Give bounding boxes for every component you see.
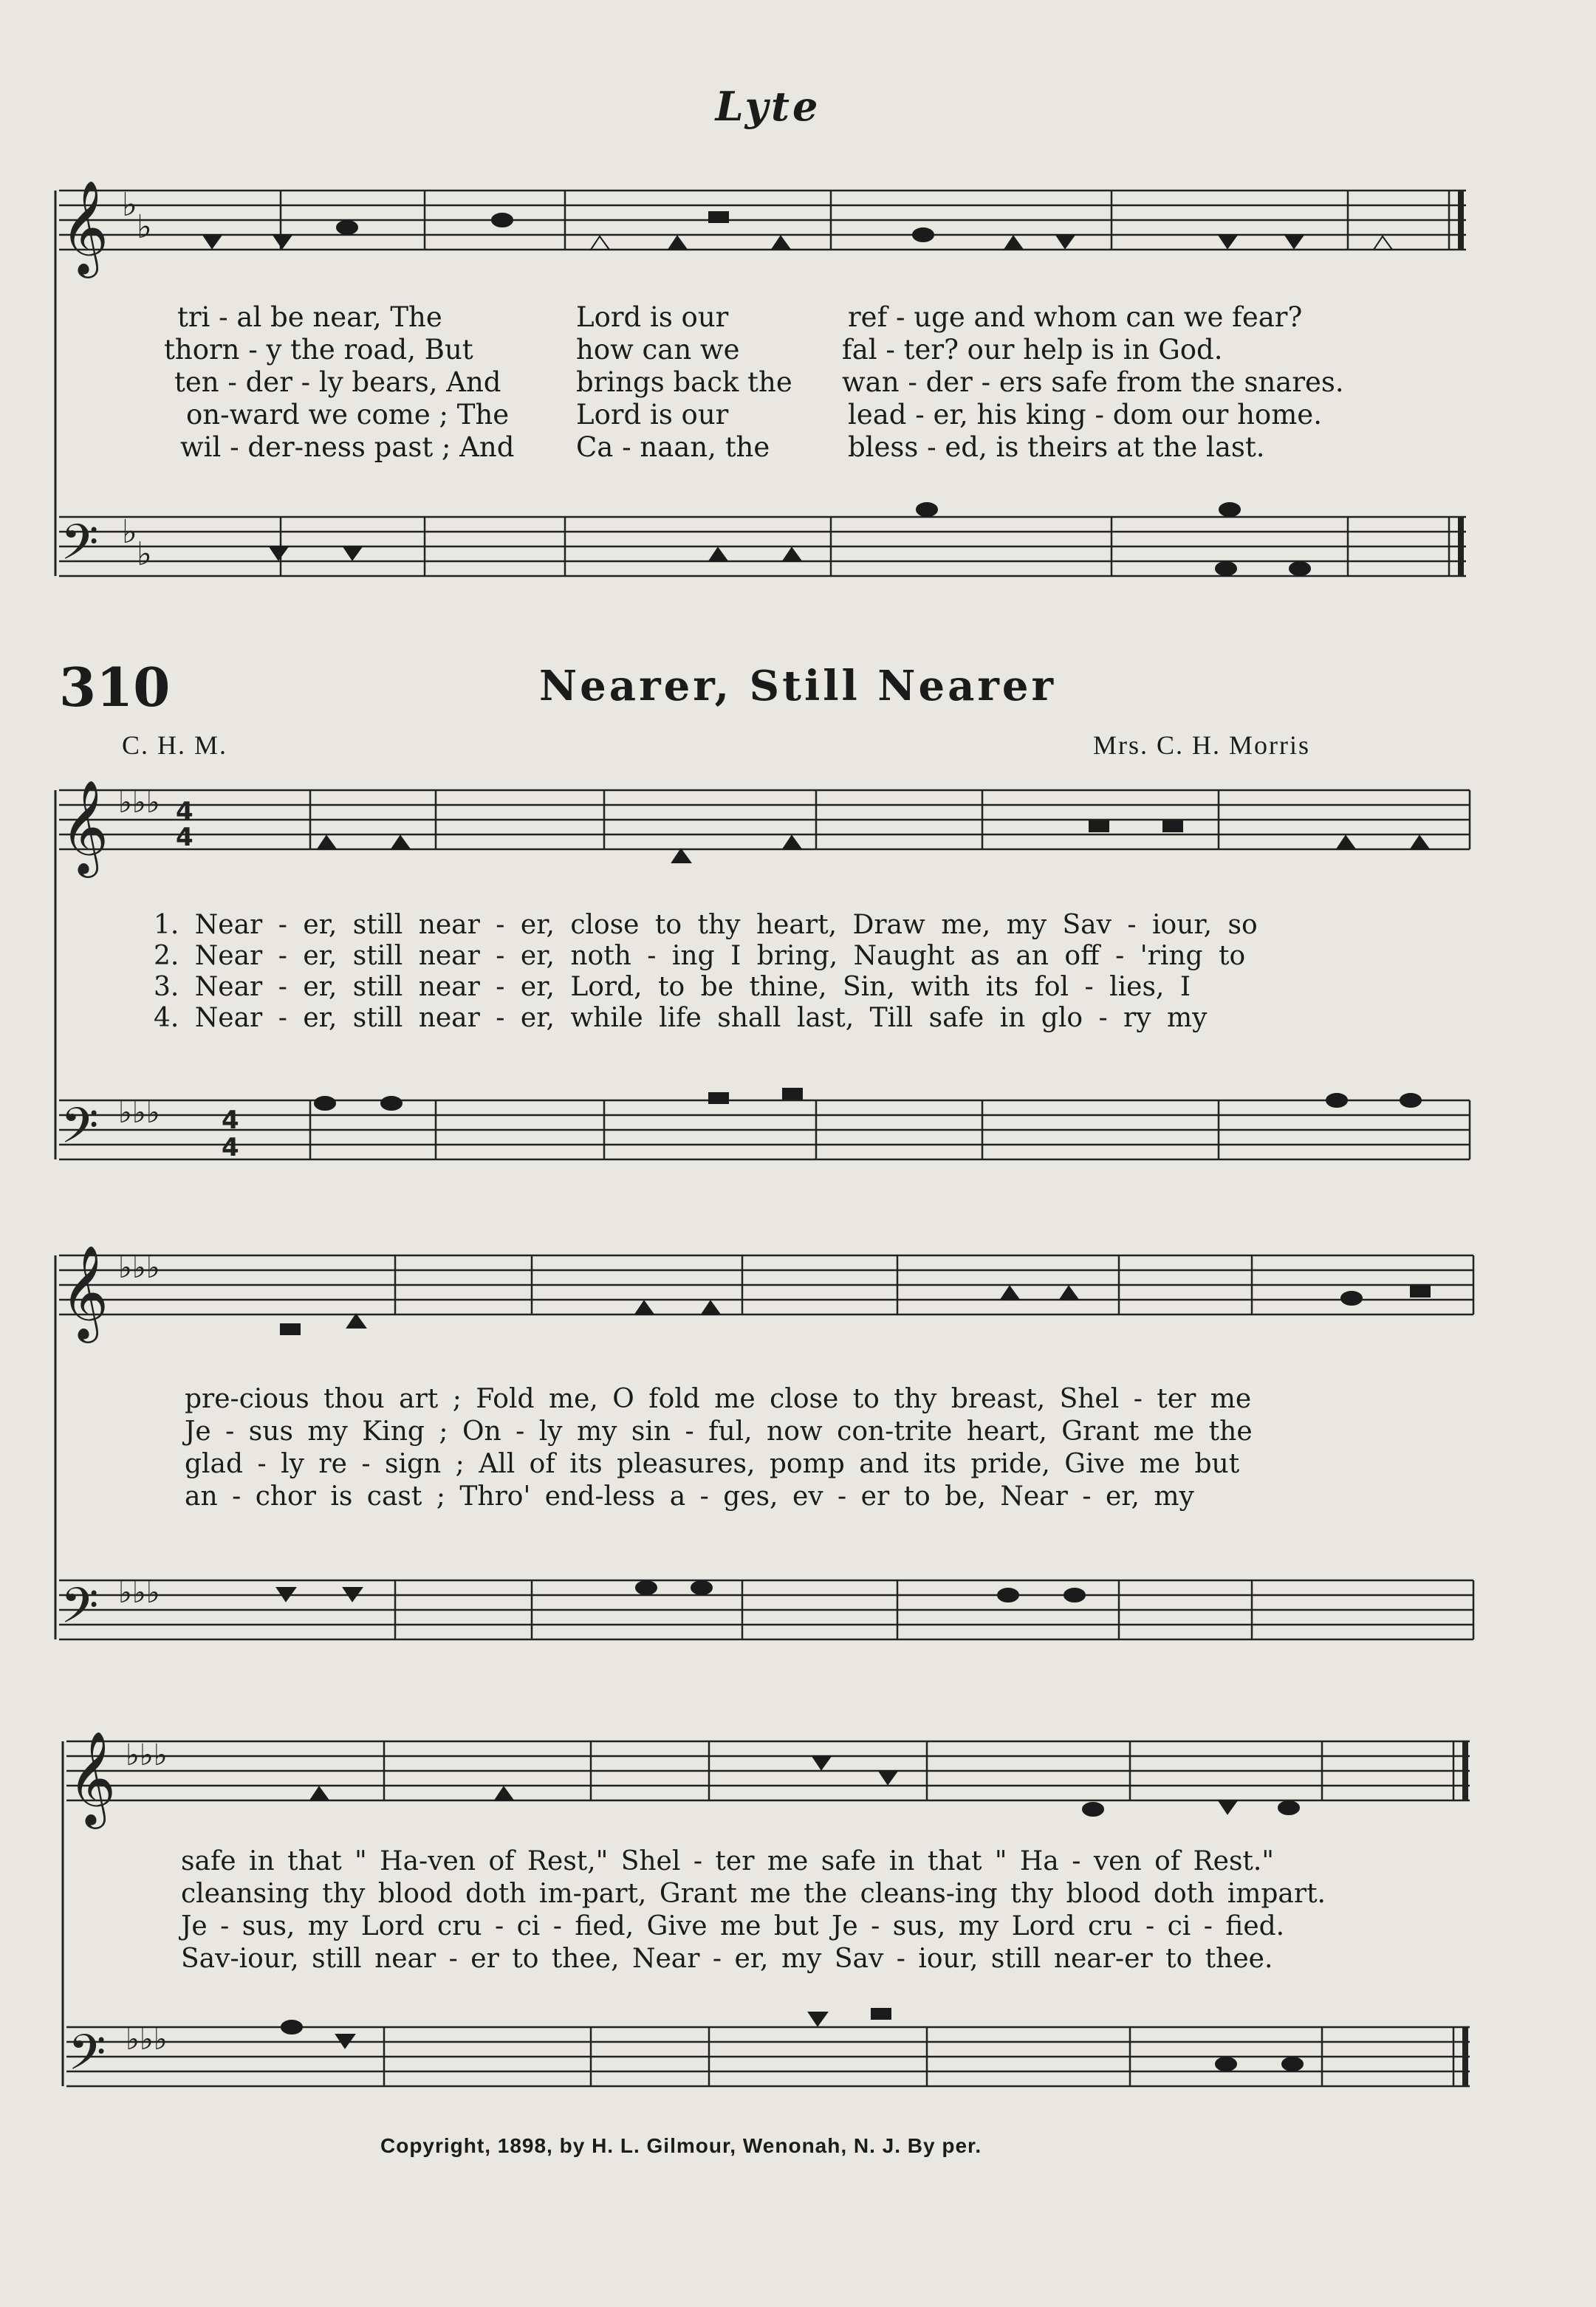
system2-bass-staff bbox=[59, 1580, 1473, 1639]
svg-text:4: 4 bbox=[222, 1133, 239, 1162]
s3-verse2: cleansing thy blood doth im-part, Grant me the cleans-ing thy blood doth impart. bbox=[181, 1879, 1326, 1909]
lyte-lyric-3a: ten - der - ly bears, And bbox=[174, 366, 501, 398]
lyte-lyric-4b: Lord is our bbox=[576, 399, 729, 431]
system2-treble-staff bbox=[59, 1255, 1473, 1314]
treble-clef-icon: 𝄞 bbox=[68, 1730, 117, 1825]
bass-clef-icon: 𝄢 bbox=[61, 1097, 99, 1166]
svg-text:4: 4 bbox=[222, 1105, 239, 1135]
system3-treble-staff bbox=[66, 1741, 1470, 1800]
lyte-lyric-3b: brings back the bbox=[576, 366, 792, 398]
lyte-lyric-1b: Lord is our bbox=[576, 301, 729, 333]
s3-verse1: safe in that " Ha-ven of Rest," Shel - ter me safe in that " Ha - ven of Rest." bbox=[181, 1846, 1274, 1876]
svg-text:♭: ♭ bbox=[122, 513, 137, 551]
svg-text:♭♭♭: ♭♭♭ bbox=[118, 1576, 160, 1610]
hymn-title: Nearer, Still Nearer bbox=[538, 662, 1057, 710]
lyte-lyric-2b: how can we bbox=[576, 334, 740, 366]
lyte-treble-staff bbox=[59, 191, 1466, 250]
tune-title-lyte: Lyte bbox=[715, 83, 821, 130]
lyte-lyric-4c: lead - er, his king - dom our home. bbox=[848, 399, 1322, 431]
s1-verse3: 3. Near - er, still near - er, Lord, to be thine, Sin, with its fol - lies, I bbox=[154, 972, 1191, 1002]
system2-barlines bbox=[395, 1255, 1473, 1639]
hymn-number: 310 bbox=[59, 656, 171, 719]
lyte-lyric-1a: tri - al be near, The bbox=[177, 301, 442, 333]
s3-verse3: Je - sus, my Lord cru - ci - fied, Give me but Je - sus, my Lord cru - ci - fied. bbox=[181, 1911, 1285, 1941]
bass-clef-icon: 𝄢 bbox=[68, 2024, 106, 2093]
lyte-lyric-2c: fal - ter? our help is in God. bbox=[842, 334, 1223, 366]
lyte-lyric-5b: Ca - naan, the bbox=[576, 431, 770, 463]
bass-clef-icon: 𝄢 bbox=[61, 514, 99, 583]
svg-text:♭♭♭: ♭♭♭ bbox=[118, 1251, 160, 1285]
hymn-composer: Mrs. C. H. Morris bbox=[1093, 730, 1311, 760]
hymn-meter: C. H. M. bbox=[122, 730, 228, 760]
s1-verse2: 2. Near - er, still near - er, noth - ing I bring, Naught as an off - 'ring to bbox=[154, 941, 1246, 971]
svg-text:4: 4 bbox=[176, 797, 193, 826]
treble-clef-icon: 𝄞 bbox=[61, 779, 109, 874]
treble-clef-icon: 𝄞 bbox=[61, 1244, 109, 1339]
svg-text:♭♭♭: ♭♭♭ bbox=[118, 786, 160, 820]
svg-text:♭♭♭: ♭♭♭ bbox=[126, 2023, 168, 2057]
system1-bass-staff bbox=[59, 1100, 1470, 1159]
system1-treble-staff bbox=[59, 790, 1470, 849]
copyright-notice: Copyright, 1898, by H. L. Gilmour, Wenonah, N. J. By per. bbox=[380, 2134, 982, 2157]
bass-clef-icon: 𝄢 bbox=[61, 1577, 99, 1646]
s3-verse4: Sav-iour, still near - er to thee, Near - er, my Sav - iour, still near-er to thee. bbox=[181, 1944, 1273, 1974]
svg-text:♭: ♭ bbox=[137, 535, 152, 573]
system3-bass-staff bbox=[66, 2027, 1470, 2086]
s1-verse1: 1. Near - er, still near - er, close to thy heart, Draw me, my Sav - iour, so bbox=[154, 910, 1258, 940]
svg-text:♭: ♭ bbox=[122, 186, 137, 224]
lyte-lyric-3c: wan - der - ers safe from the snares. bbox=[842, 366, 1344, 398]
s2-verse2: Je - sus my King ; On - ly my sin - ful, now con-trite heart, Grant me the bbox=[185, 1416, 1253, 1447]
lyte-lyric-4a: on-ward we come ; The bbox=[186, 399, 510, 431]
svg-text:♭: ♭ bbox=[137, 208, 152, 246]
s1-verse4: 4. Near - er, still near - er, while life shall last, Till safe in glo - ry my bbox=[154, 1003, 1208, 1033]
lyte-lyric-1c: ref - uge and whom can we fear? bbox=[848, 301, 1303, 333]
s2-verse3: glad - ly re - sign ; All of its pleasures, pomp and its pride, Give me but bbox=[185, 1449, 1240, 1479]
treble-clef-icon: 𝄞 bbox=[61, 179, 109, 274]
svg-text:4: 4 bbox=[176, 823, 193, 852]
lyte-lyric-2a: thorn - y the road, But bbox=[164, 334, 473, 366]
s2-verse1: pre-cious thou art ; Fold me, O fold me close to thy breast, Shel - ter me bbox=[185, 1384, 1252, 1414]
svg-text:♭♭♭: ♭♭♭ bbox=[118, 1096, 160, 1130]
s2-verse4: an - chor is cast ; Thro' end-less a - ges, ev - er to be, Near - er, my bbox=[185, 1481, 1194, 1512]
svg-text:♭♭♭: ♭♭♭ bbox=[126, 1738, 168, 1772]
lyte-lyric-5a: wil - der-ness past ; And bbox=[180, 431, 515, 463]
lyte-lyric-5c: bless - ed, is theirs at the last. bbox=[848, 431, 1265, 463]
